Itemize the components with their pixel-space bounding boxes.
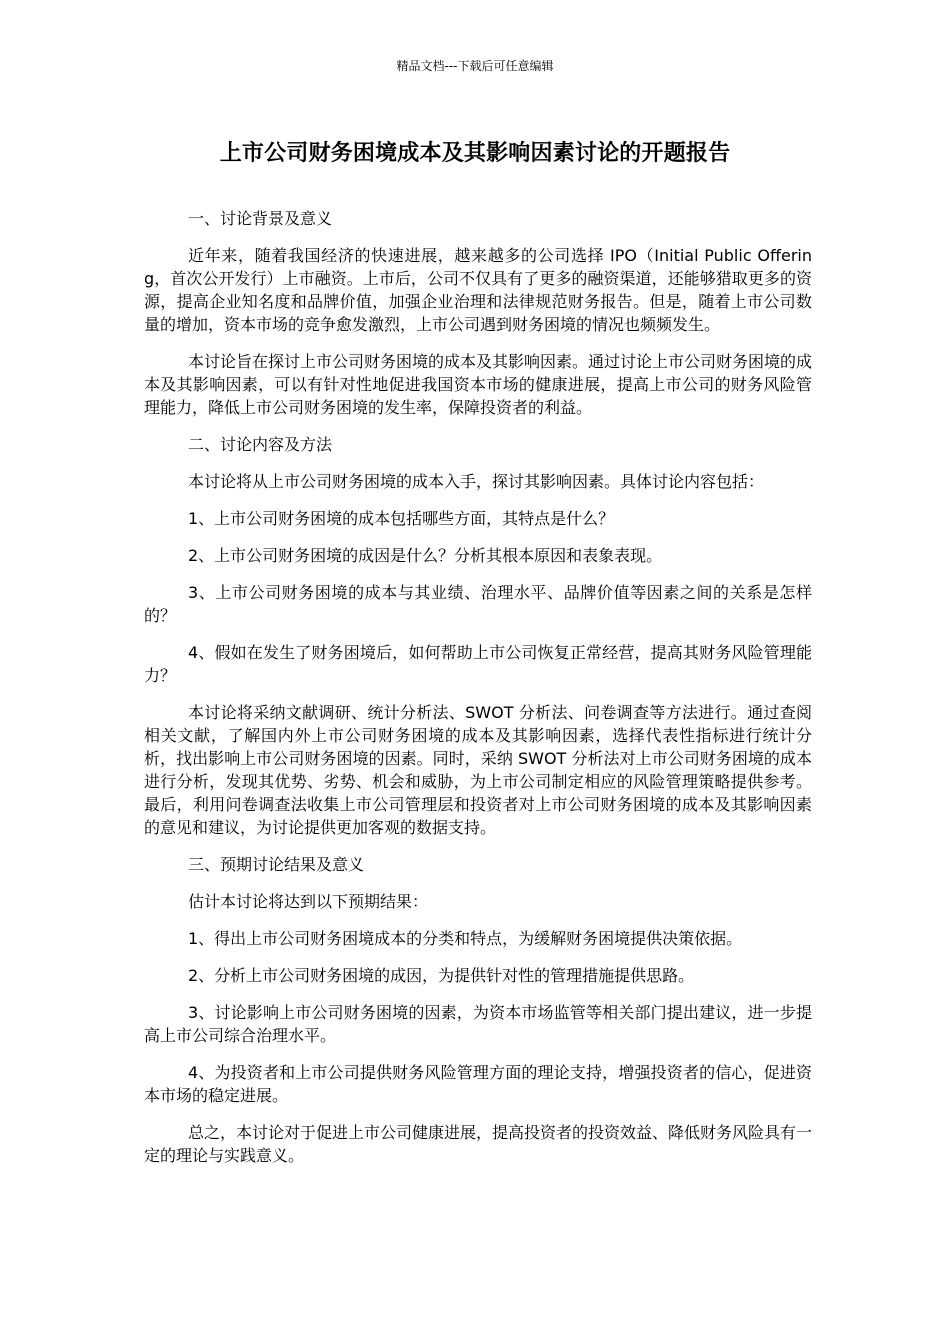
list-item: 1、得出上市公司财务困境成本的分类和特点，为缓解财务困境提供决策依据。 — [188, 929, 743, 948]
list-item: 2、分析上市公司财务困境的成因，为提供针对性的管理措施提供思路。 — [188, 966, 695, 985]
list-item: 2、上市公司财务困境的成因是什么？分析其根本原因和表象表现。 — [188, 546, 663, 565]
list-item: 3、上市公司财务困境的成本与其业绩、治理水平、品牌价值等因素之间的关系是怎样的？ — [144, 583, 812, 625]
paragraph: 本讨论将采纳文献调研、统计分析法、SWOT 分析法、问卷调查等方法进行。通过查阅相关文献，了解国内外上市公司财务困境的成本及其影响因素，选择代表性指标进行统计分析，找出影响上市公司财务困境的因素。同时，采纳 SWOT 分析法对上市公司财务困境的成本进行分析，发现其优势、劣势、机会和威胁，为上市公司制定相应的风险管理策略提供参考。最后，利用问卷调查法收集上市公司管理层和投资者对上市公司财务困境的成本及其影响因素的意见和建议，为讨论提供更加客观的数据支持。 — [144, 703, 812, 837]
section-heading-background: 一、讨论背景及意义 — [188, 209, 333, 228]
section-heading-content-method: 二、讨论内容及方法 — [188, 435, 333, 454]
paragraph: 近年来，随着我国经济的快速进展，越来越多的公司选择 IPO（Initial Public Offering，首次公开发行）上市融资。上市后，公司不仅具有了更多的融资渠道，还能够猎取更多的资源，提高企业知名度和品牌价值，加强企业治理和法律规范财务报告。但是，随着上市公司数量的增加，资本市场的竞争愈发激烈，上市公司遇到财务困境的情况也频频发生。 — [144, 246, 812, 334]
list-item: 3、讨论影响上市公司财务困境的因素，为资本市场监管等相关部门提出建议，进一步提高上市公司综合治理水平。 — [144, 1003, 812, 1045]
header-note: 精品文档---下载后可任意编辑 — [396, 59, 554, 73]
section-heading-expected-results: 三、预期讨论结果及意义 — [188, 855, 365, 874]
list-item: 4、假如在发生了财务困境后，如何帮助上市公司恢复正常经营，提高其财务风险管理能力？ — [144, 643, 812, 685]
document-body — [144, 207, 812, 1181]
list-item: 4、为投资者和上市公司提供财务风险管理方面的理论支持，增强投资者的信心，促进资本市场的稳定进展。 — [144, 1063, 812, 1105]
paragraph: 本讨论旨在探讨上市公司财务困境的成本及其影响因素。通过讨论上市公司财务困境的成本及其影响因素，可以有针对性地促进我国资本市场的健康进展，提高上市公司的财务风险管理能力，降低上市公司财务困境的发生率，保障投资者的利益。 — [144, 352, 813, 417]
paragraph: 本讨论将从上市公司财务困境的成本入手，探讨其影响因素。具体讨论内容包括： — [188, 472, 765, 491]
paragraph: 估计本讨论将达到以下预期结果： — [188, 892, 429, 911]
conclusion-paragraph: 总之，本讨论对于促进上市公司健康进展，提高投资者的投资效益、降低财务风险具有一定的理论与实践意义。 — [144, 1123, 813, 1165]
list-item: 1、上市公司财务困境的成本包括哪些方面，其特点是什么？ — [188, 509, 615, 528]
document-title: 上市公司财务困境成本及其影响因素讨论的开题报告 — [219, 141, 731, 166]
